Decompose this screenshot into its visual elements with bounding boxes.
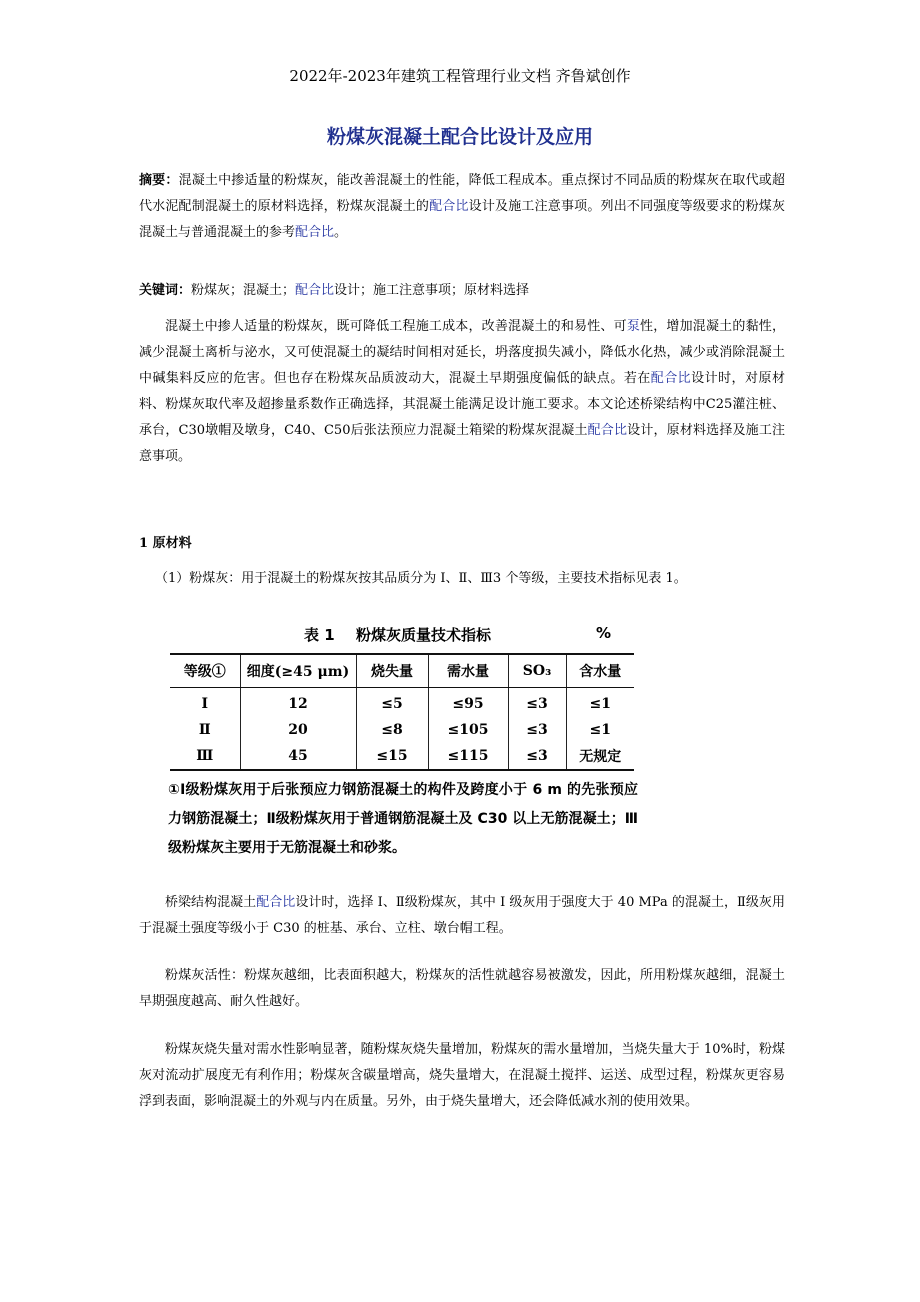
cell-grade: Ⅰ	[170, 688, 240, 718]
table-1-title: 粉煤灰质量技术指标	[356, 626, 492, 644]
cell-moisture: ≤1	[566, 717, 634, 743]
table-1-label: 表 1	[304, 626, 335, 644]
table-1-caption	[168, 624, 638, 646]
keywords-text-2: 设计；施工注意事项；原材料选择	[334, 283, 530, 298]
abstract-text-3: 。	[334, 225, 348, 240]
table-header-row	[170, 654, 634, 688]
intro-text-3: 设计时，对原材料、粉煤灰取代率及超掺量系数作正确选择，其混凝土能满足设计施工要求。本文论述桥梁结构中C25灌注桩、承台，C30墩帽及墩身，C40、C50后张法预应力混凝土箱梁的粉煤灰混凝土	[139, 371, 785, 438]
keywords-text-1: 粉煤灰；混凝土；	[191, 283, 296, 298]
intro-text-2: 性，增加混凝土的黏性，减少混凝土离析与泌水，又可使混凝土的凝结时间相对延长，坍落度损失减小，降低水化热，减少或消除混凝土中碱集料反应的危害。但也存在粉煤灰品质波动大，混凝土早期强度偏低的缺点。若在	[139, 319, 785, 386]
header-moisture: 含水量	[566, 654, 634, 688]
intro-link-mix-ratio-2[interactable]: 配合比	[587, 423, 628, 438]
bridge-paragraph	[139, 890, 785, 942]
cell-loss-on-ignition: ≤15	[356, 743, 428, 770]
table-row	[170, 743, 634, 770]
cell-so3: ≤3	[508, 717, 566, 743]
intro-link-pump[interactable]: 泵	[626, 319, 641, 334]
cell-water-demand: ≤105	[428, 717, 508, 743]
page-header: 2022年-2023年建筑工程管理行业文档 齐鲁斌创作	[289, 67, 631, 85]
header-water-demand: 需水量	[428, 654, 508, 688]
abstract-text-2: 设计及施工注意事项。列出不同强度等级要求的粉煤灰混凝土与普通混凝土的参考	[139, 199, 785, 240]
abstract-paragraph	[139, 168, 785, 246]
loss-on-ignition-paragraph: 粉煤灰烧失量对需水性影响显著，随粉煤灰烧失量增加，粉煤灰的需水量增加，当烧失量大于 10%时，粉煤灰对流动扩展度无有利作用；粉煤灰含碳量增高，烧失量增大，在混凝土搅拌、运送、成型过程，粉煤灰更容易浮到表面，影响混凝土的外观与内在质量。另外，由于烧失量增大，还会降低减水剂的使用效果。	[139, 1042, 785, 1109]
cell-so3: ≤3	[508, 743, 566, 770]
intro-paragraph	[139, 314, 785, 470]
cell-grade: Ⅱ	[170, 717, 240, 743]
cell-water-demand: ≤95	[428, 688, 508, 718]
table-row	[170, 717, 634, 743]
cell-loss-on-ignition: ≤8	[356, 717, 428, 743]
bridge-link-mix-ratio[interactable]: 配合比	[256, 895, 296, 910]
intro-link-mix-ratio-1[interactable]: 配合比	[650, 371, 692, 386]
intro-text-1: 混凝土中掺人适量的粉煤灰，既可降低工程施工成本，改善混凝土的和易性、可	[165, 319, 627, 334]
abstract-label: 摘要：	[139, 173, 179, 188]
keywords-label: 关键词：	[139, 283, 192, 298]
cell-so3: ≤3	[508, 688, 566, 718]
table-1-figure	[168, 618, 638, 870]
header-loss-on-ignition: 烧失量	[356, 654, 428, 688]
header-grade: 等级①	[170, 654, 240, 688]
cell-water-demand: ≤115	[428, 743, 508, 770]
cell-fineness: 20	[240, 717, 356, 743]
cell-fineness: 45	[240, 743, 356, 770]
fly-ash-quality-table	[170, 653, 634, 771]
keywords-paragraph	[139, 278, 785, 304]
activity-paragraph: 粉煤灰活性：粉煤灰越细，比表面积越大，粉煤灰的活性就越容易被激发，因此，所用粉煤灰越细，混凝土早期强度越高、耐久性越好。	[139, 968, 785, 1009]
document-title: 粉煤灰混凝土配合比设计及应用	[326, 126, 593, 148]
section-1-heading: 1 原材料	[139, 536, 192, 551]
cell-loss-on-ignition: ≤5	[356, 688, 428, 718]
table-row	[170, 688, 634, 718]
abstract-link-mix-ratio-2[interactable]: 配合比	[295, 225, 335, 240]
table-1-footnote: ①Ⅰ级粉煤灰用于后张预应力钢筋混凝土的构件及跨度小于 6 m 的先张预应力钢筋混凝土；Ⅱ级粉煤灰用于普通钢筋混凝土及 C30 以上无筋混凝土；Ⅲ级粉煤灰主要用于无筋混凝土和砂浆。	[168, 782, 638, 856]
abstract-link-mix-ratio-1[interactable]: 配合比	[429, 199, 469, 214]
table-1-unit: %	[596, 624, 612, 642]
bridge-text-2: 设计时，选择 I、Ⅱ级粉煤灰，其中 I 级灰用于强度大于 40 MPa 的混凝土，Ⅱ级灰用于混凝土强度等级小于 C30 的桩基、承台、立柱、墩台帽工程。	[139, 895, 785, 936]
header-fineness: 细度(≥45 μm)	[240, 654, 356, 688]
cell-moisture: 无规定	[566, 743, 634, 770]
abstract-text-1: 混凝土中掺适量的粉煤灰，能改善混凝土的性能，降低工程成本。重点探讨不同品质的粉煤灰在取代或超代水泥配制混凝土的原材料选择，粉煤灰混凝土的	[139, 173, 785, 214]
bridge-text-1: 桥梁结构混凝土	[165, 895, 257, 910]
keywords-link-mix-ratio[interactable]: 配合比	[295, 283, 335, 298]
cell-grade: Ⅲ	[170, 743, 240, 770]
header-so3: SO₃	[508, 654, 566, 688]
intro-text-4: 设计，原材料选择及施工注意事项。	[139, 423, 785, 464]
item-1-paragraph: （1）粉煤灰：用于混凝土的粉煤灰按其品质分为 I、Ⅱ、Ⅲ3 个等级，主要技术指标见表 1。	[155, 571, 687, 586]
cell-moisture: ≤1	[566, 688, 634, 718]
cell-fineness: 12	[240, 688, 356, 718]
